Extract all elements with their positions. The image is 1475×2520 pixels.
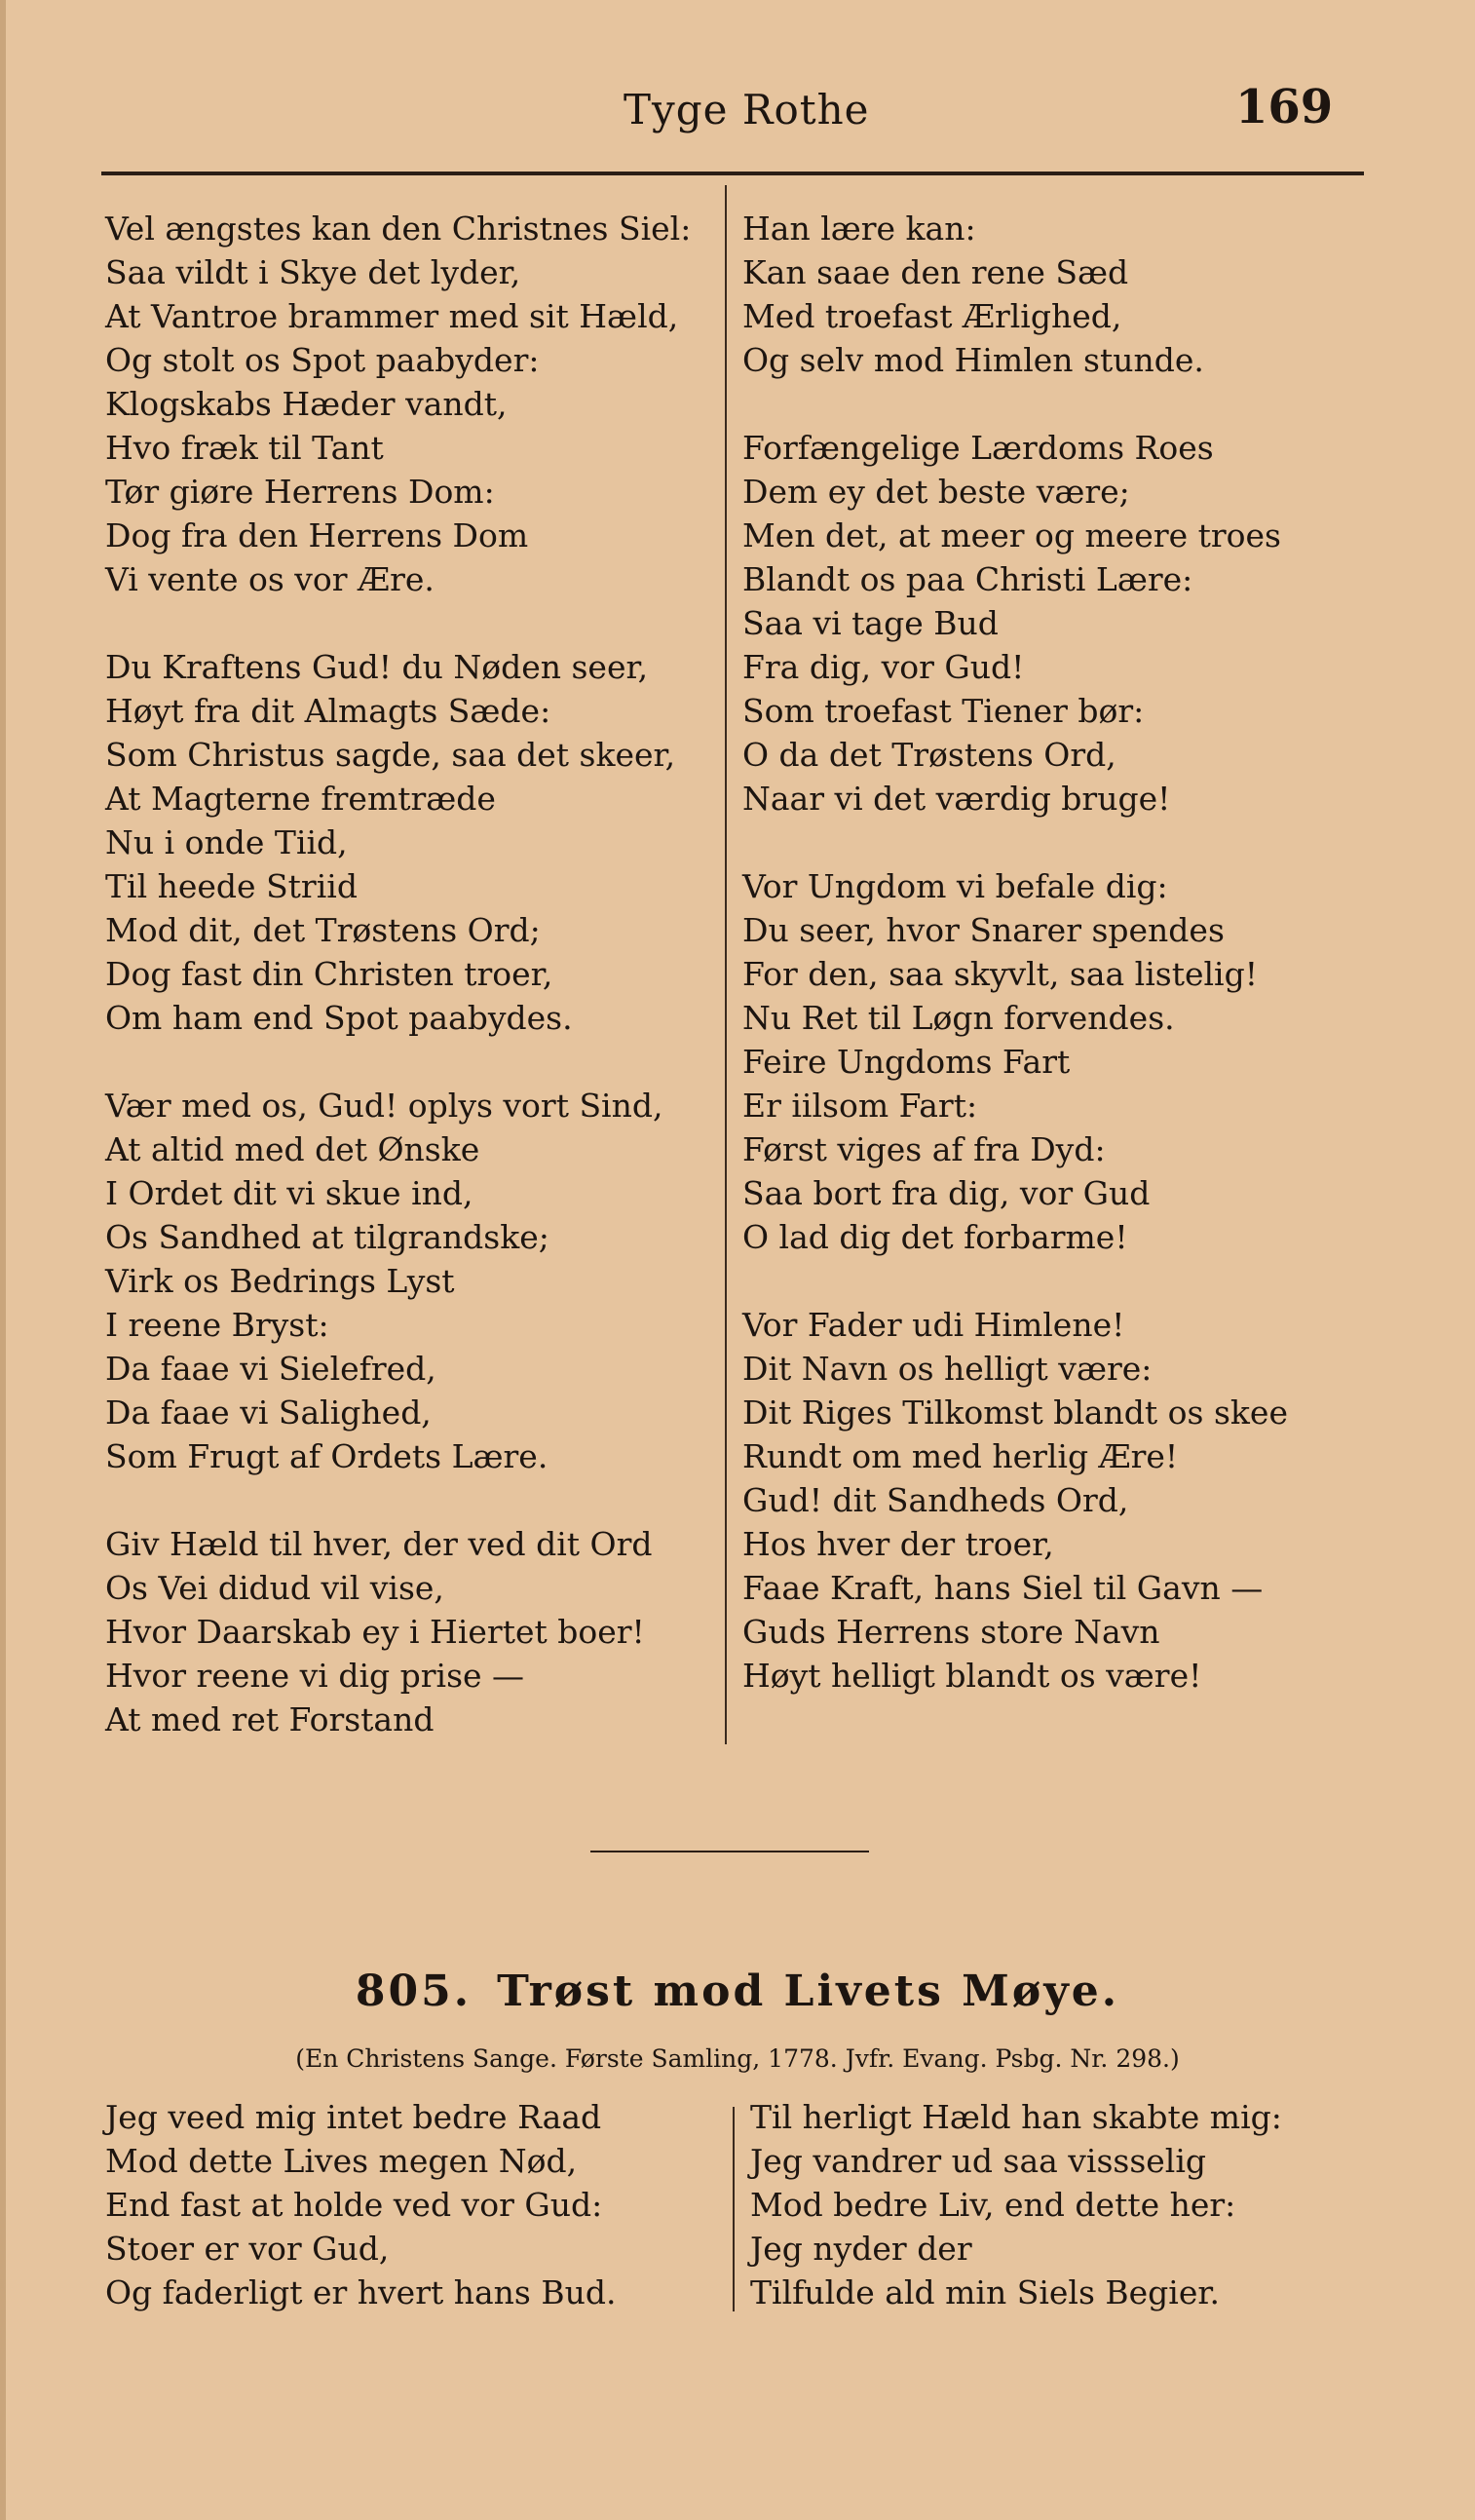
verse-line: Høyt fra dit Almagts Sæde: <box>105 692 551 730</box>
verse-line: At altid med det Ønske <box>105 1130 480 1168</box>
section-rule <box>590 1851 869 1852</box>
column-divider <box>733 2107 735 2311</box>
verse-line: Giv Hæld til hver, der ved dit Ord <box>105 1525 653 1563</box>
verse-line: Jeg veed mig intet bedre Raad <box>105 2098 602 2136</box>
stanza <box>742 207 1366 382</box>
verse-line: Tør giøre Herrens Dom: <box>105 473 495 511</box>
verse-line: Som Frugt af Ordets Lære. <box>105 1437 548 1475</box>
verse-line: Mod dit, det Trøstens Ord; <box>105 911 541 949</box>
hymn-source: (En Christens Sange. Første Samling, 1778. Jvfr. Evang. Psbg. Nr. 298.) <box>295 2044 1180 2073</box>
verse-line: Du Kraftens Gud! du Nøden seer, <box>105 648 649 686</box>
verse-line: Som Christus sagde, saa det skeer, <box>105 736 676 774</box>
verse-line: Klogskabs Hæder vandt, <box>105 385 508 423</box>
hymn-left-column <box>105 2095 709 2314</box>
verse-line: Feire Ungdoms Fart <box>742 1043 1071 1081</box>
verse-line: Gud! dit Sandheds Ord, <box>742 1481 1129 1519</box>
verse-line: Saa vildt i Skye det lyder, <box>105 253 521 291</box>
verse-line: End fast at holde ved vor Gud: <box>105 2186 603 2224</box>
verse-line: Er iilsom Fart: <box>742 1087 978 1125</box>
running-head: Tyge Rothe <box>624 86 870 134</box>
stanza <box>105 1522 709 1741</box>
verse-line: Forfængelige Lærdoms Roes <box>742 429 1214 467</box>
verse-line: Saa bort fra dig, vor Gud <box>742 1174 1151 1212</box>
verse-line: Mod bedre Liv, end dette her: <box>750 2186 1236 2224</box>
verse-line: Os Sandhed at tilgrandske; <box>105 1218 549 1256</box>
verse-line: Rundt om med herlig Ære! <box>742 1437 1179 1475</box>
page-edge-shadow <box>0 0 6 2520</box>
right-column <box>742 207 1366 1698</box>
verse-line: Faae Kraft, hans Siel til Gavn — <box>742 1569 1264 1607</box>
verse-line: Til herligt Hæld han skabte mig: <box>750 2098 1282 2136</box>
verse-line: Hvo fræk til Tant <box>105 429 384 467</box>
verse-line: Vær med os, Gud! oplys vort Sind, <box>105 1087 663 1125</box>
stanza <box>742 426 1366 821</box>
verse-line: Os Vei didud vil vise, <box>105 1569 444 1607</box>
verse-line: I reene Bryst: <box>105 1306 329 1344</box>
verse-line: Og selv mod Himlen stunde. <box>742 341 1204 379</box>
verse-line: Om ham end Spot paabydes. <box>105 999 573 1037</box>
verse-line: Dog fast din Christen troer, <box>105 955 553 993</box>
verse-line: Med troefast Ærlighed, <box>742 297 1122 335</box>
verse-line: Nu Ret til Løgn forvendes. <box>742 999 1175 1037</box>
verse-line: Virk os Bedrings Lyst <box>105 1262 455 1300</box>
verse-line: Da faae vi Sielefred, <box>105 1350 436 1388</box>
verse-line: Først viges af fra Dyd: <box>742 1130 1106 1168</box>
verse-line: Og faderligt er hvert hans Bud. <box>105 2273 617 2311</box>
verse-line: Fra dig, vor Gud! <box>742 648 1025 686</box>
verse-line: Vel ængstes kan den Christnes Siel: <box>105 210 692 248</box>
verse-line: Han lære kan: <box>742 210 976 248</box>
verse-line: O da det Trøstens Ord, <box>742 736 1116 774</box>
verse-line: Hvor reene vi dig prise — <box>105 1657 525 1695</box>
verse-line: Da faae vi Salighed, <box>105 1394 432 1432</box>
verse-line: At Magterne fremtræde <box>105 780 496 818</box>
verse-line: Jeg nyder der <box>750 2230 972 2268</box>
verse-line: Vor Fader udi Himlene! <box>742 1306 1125 1344</box>
left-column <box>105 207 709 1741</box>
verse-line: At med ret Forstand <box>105 1700 435 1738</box>
verse-line: For den, saa skyvlt, saa listelig! <box>742 955 1258 993</box>
verse-line: Hvor Daarskab ey i Hiertet boer! <box>105 1613 645 1651</box>
stanza <box>105 645 709 1040</box>
stanza <box>105 1084 709 1478</box>
verse-line: I Ordet dit vi skue ind, <box>105 1174 473 1212</box>
verse-line: Du seer, hvor Snarer spendes <box>742 911 1225 949</box>
header-rule <box>101 172 1364 175</box>
verse-line: Dog fra den Herrens Dom <box>105 516 529 554</box>
verse-line: Men det, at meer og meere troes <box>742 516 1281 554</box>
hymn-right-column <box>750 2095 1374 2314</box>
verse-line: Dit Navn os helligt være: <box>742 1350 1153 1388</box>
verse-line: Stoer er vor Gud, <box>105 2230 390 2268</box>
verse-line: Høyt helligt blandt os være! <box>742 1657 1202 1695</box>
stanza <box>742 864 1366 1259</box>
verse-line: Mod dette Lives megen Nød, <box>105 2142 578 2180</box>
hymn-heading <box>0 1966 1475 2016</box>
verse-line: Dit Riges Tilkomst blandt os skee <box>742 1394 1288 1432</box>
stanza <box>742 1303 1366 1698</box>
verse-line: Hos hver der troer, <box>742 1525 1054 1563</box>
verse-line: Nu i onde Tiid, <box>105 823 348 861</box>
hymn-number: 805. <box>355 1966 473 2016</box>
verse-line: Som troefast Tiener bør: <box>742 692 1145 730</box>
verse-line: Kan saae den rene Sæd <box>742 253 1129 291</box>
verse-line: Jeg vandrer ud saa vissselig <box>750 2142 1207 2180</box>
hymn-title: Trøst mod Livets Møye. <box>497 1966 1120 2016</box>
verse-line: Naar vi det værdig bruge! <box>742 780 1171 818</box>
verse-line: Saa vi tage Bud <box>742 604 999 642</box>
verse-line: Vi vente os vor Ære. <box>105 560 435 598</box>
verse-line: At Vantroe brammer med sit Hæld, <box>105 297 679 335</box>
verse-line: O lad dig det forbarme! <box>742 1218 1128 1256</box>
verse-line: Til heede Striid <box>105 867 358 905</box>
stanza <box>105 207 709 601</box>
verse-line: Og stolt os Spot paabyder: <box>105 341 540 379</box>
verse-line: Tilfulde ald min Siels Begier. <box>750 2273 1221 2311</box>
page-number: 169 <box>1235 80 1334 134</box>
column-divider <box>725 185 727 1744</box>
verse-line: Blandt os paa Christi Lære: <box>742 560 1193 598</box>
verse-line: Dem ey det beste være; <box>742 473 1130 511</box>
verse-line: Guds Herrens store Navn <box>742 1613 1160 1651</box>
verse-line: Vor Ungdom vi befale dig: <box>742 867 1168 905</box>
